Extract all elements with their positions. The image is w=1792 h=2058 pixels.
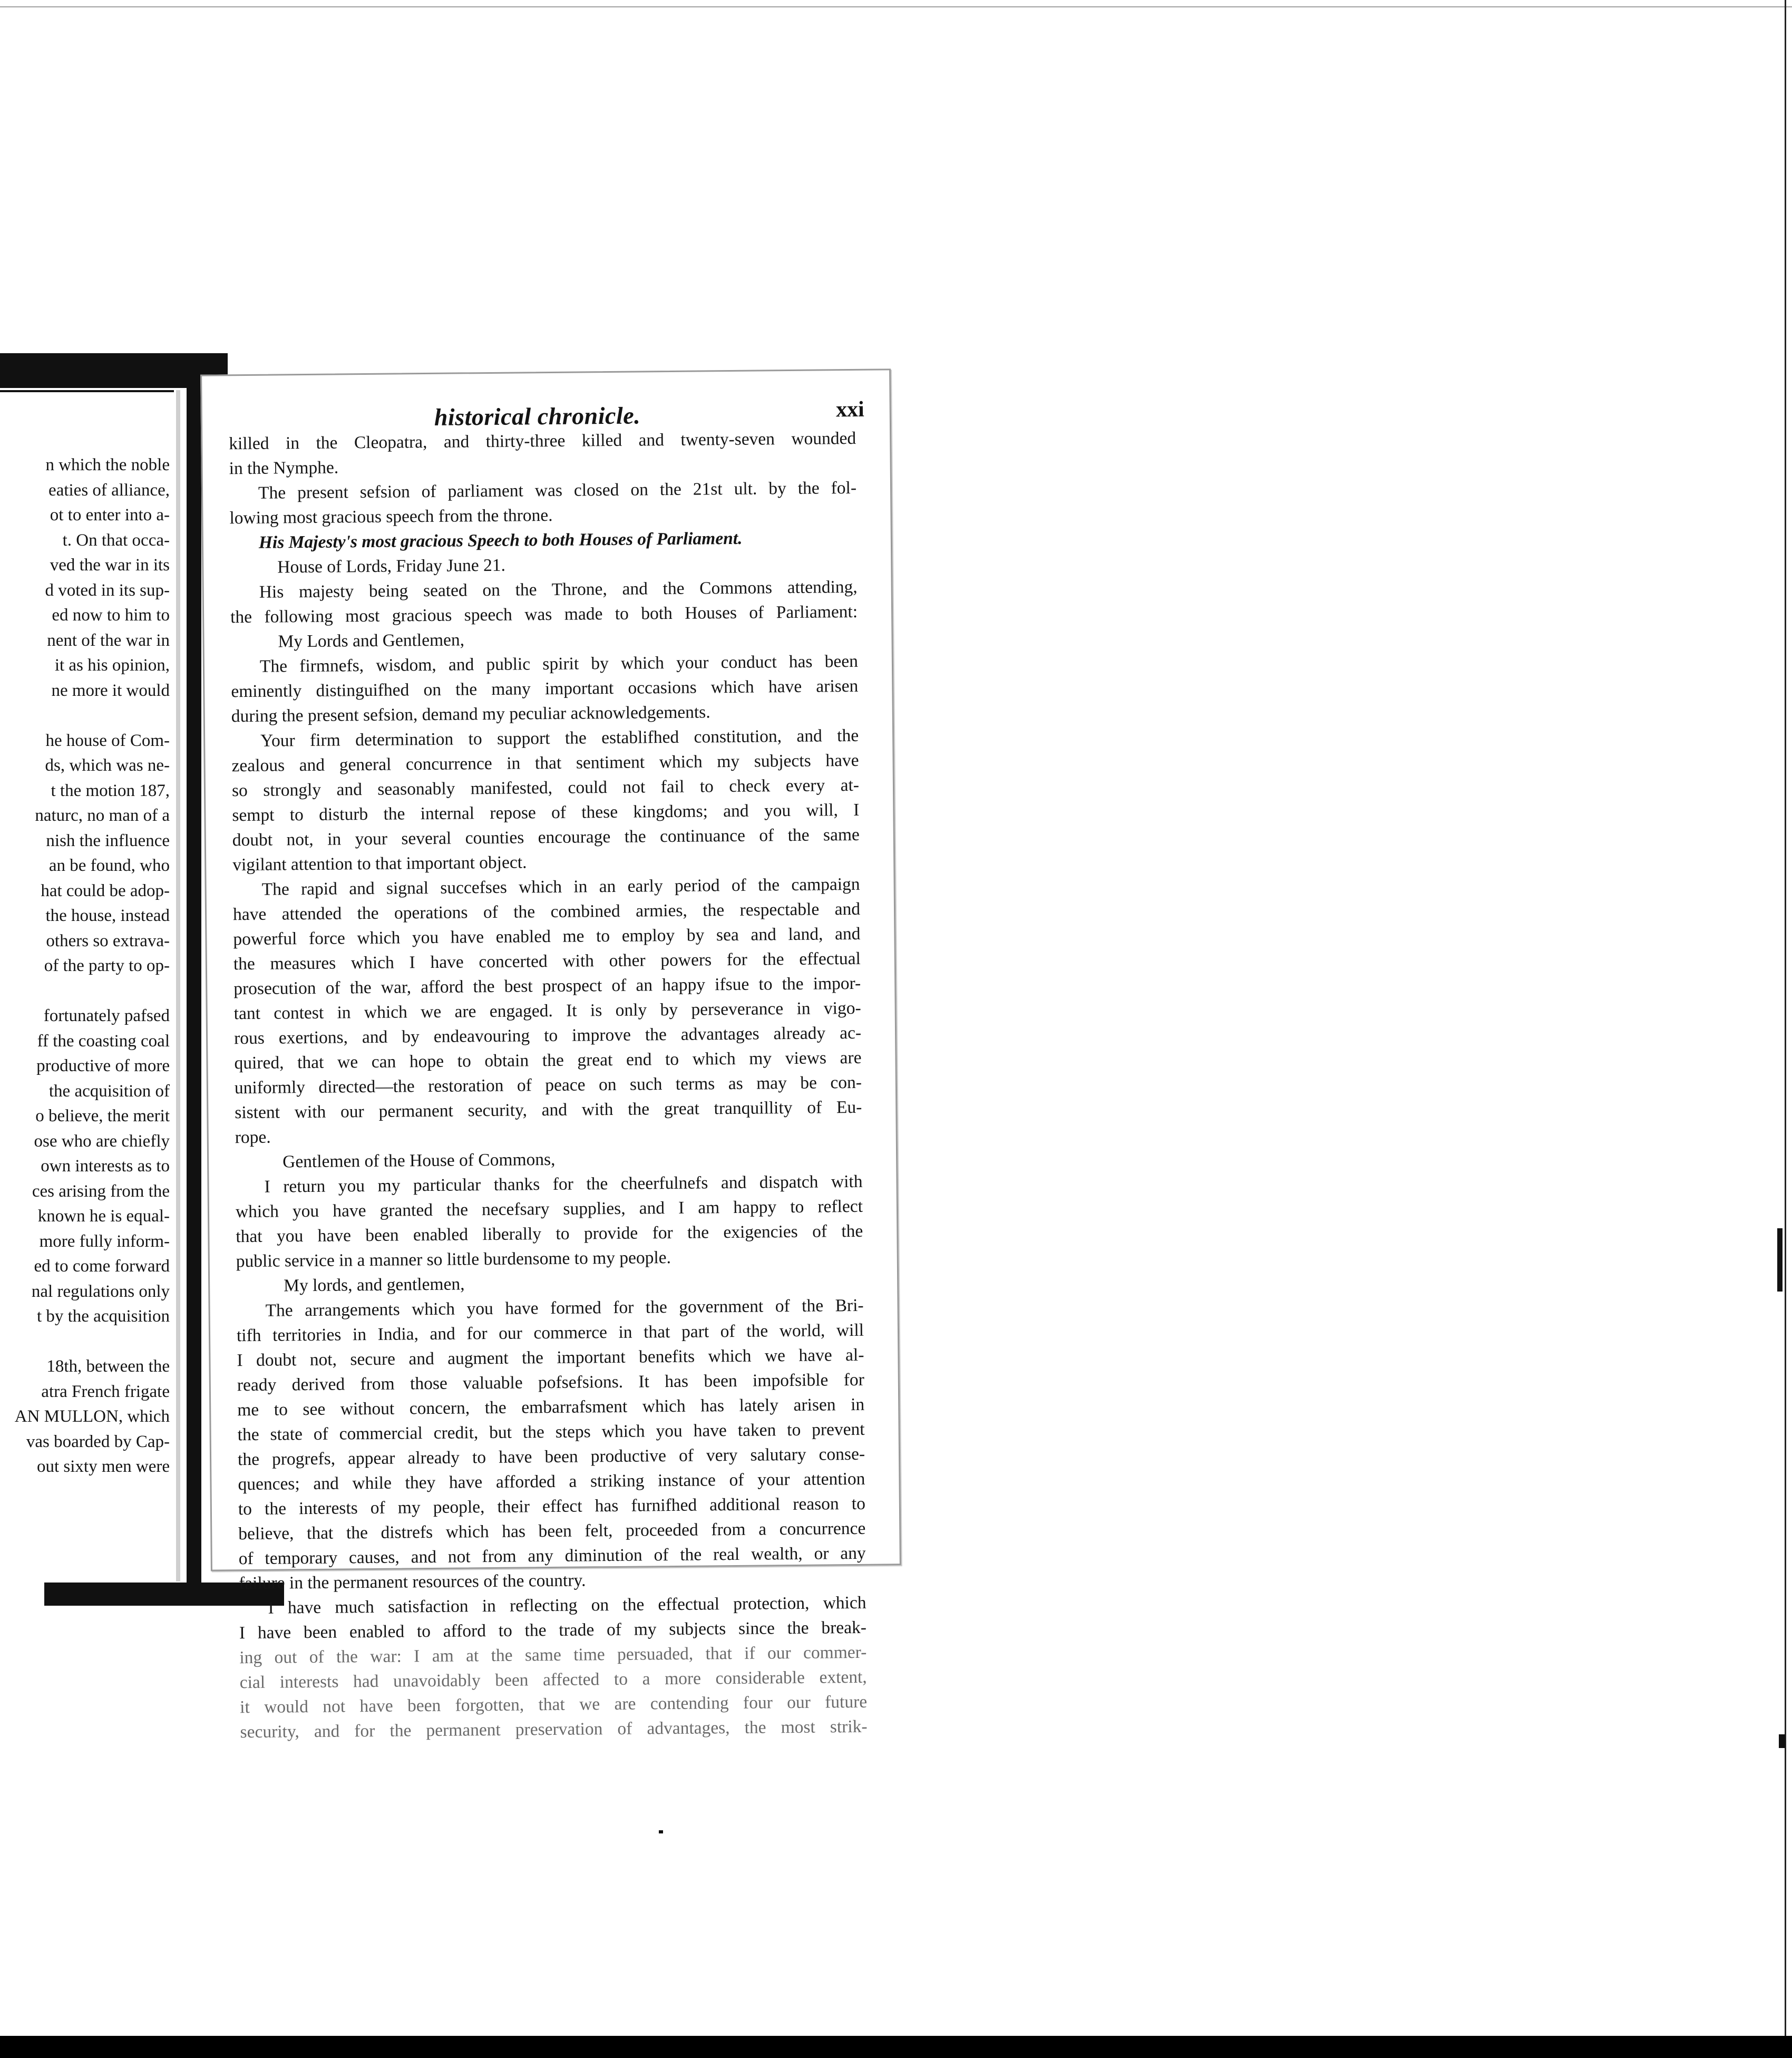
text-line: believe, that the distrefs which has been felt, proceeded from a concurrence	[238, 1518, 866, 1544]
text-line: t the motion 187,	[51, 781, 170, 800]
text-line: I have much satisfaction in reflecting on the effectual protection, which	[268, 1593, 866, 1618]
text-line: rope.	[235, 1127, 271, 1148]
text-line: productive of more	[36, 1056, 170, 1075]
text-line: Your firm determination to support the establifhed constitution, and the	[260, 725, 859, 751]
text-line: out sixty men were	[36, 1457, 170, 1476]
text-line: ff the coasting coal	[37, 1031, 170, 1051]
book-binding	[187, 387, 201, 1584]
text-line: ds, which was ne-	[45, 756, 170, 775]
text-line: ces arising from the	[32, 1181, 170, 1201]
text-line: 18th, between the	[46, 1357, 170, 1376]
scan-bottom-border	[0, 2036, 1792, 2058]
text-line: tifh territories in India, and for our commerce in that part of the world, will	[236, 1320, 864, 1346]
left-page-dark-border	[0, 353, 228, 388]
page-body	[229, 426, 868, 1744]
text-line: others so extrava-	[46, 931, 170, 950]
text-line: sistent with our permanent security, and with the great tranquillity of Eu-	[235, 1097, 862, 1123]
text-line: atra French frigate	[41, 1382, 170, 1401]
text-line: known he is equal-	[37, 1207, 170, 1226]
text-line: tant contest in which we are engaged. It is only by perseverance in vigo-	[233, 998, 861, 1024]
page-number: xxi	[835, 397, 864, 422]
main-page	[200, 368, 901, 1742]
running-head: historical chronicle.	[434, 402, 641, 431]
text-line: o believe, the merit	[35, 1106, 170, 1125]
text-line: killed in the Cleopatra, and thirty-three killed and twenty-seven wounded	[229, 428, 856, 454]
text-line: of temporary causes, and not from any diminution of the real wealth, or any	[238, 1543, 866, 1569]
text-line: His majesty being seated on the Throne, and the Commons attending,	[259, 577, 858, 602]
text-line: House of Lords, Friday June 21.	[277, 555, 506, 577]
text-line: so strongly and seasonably manifested, could not fail to check every at-	[231, 775, 860, 801]
text-line: prosecution of the war, afford the best prospect of an happy ifsue to the impor-	[233, 973, 861, 999]
text-line: naturc, no man of a	[35, 806, 170, 825]
scan-mark	[1777, 1228, 1783, 1292]
text-line: security, and for the permanent preservation of advantages, the most strik-	[240, 1716, 868, 1742]
text-line: eminently distinguifhed on the many important occasions which have arisen	[231, 676, 859, 702]
text-line: to the interests of my people, their effect has furnifhed additional reason to	[238, 1493, 866, 1519]
text-line: own interests as to	[41, 1157, 170, 1176]
text-line: nal regulations only	[31, 1282, 170, 1301]
text-line: me to see without concern, the embarrafsment which has lately arisen in	[237, 1394, 865, 1420]
text-line: vigilant attention to that important object.	[232, 852, 527, 875]
text-line: ed now to him to	[52, 606, 170, 625]
paragraph-gap	[0, 703, 170, 729]
scan-right-edge	[1785, 0, 1786, 2036]
scan-mark	[1779, 1734, 1785, 1748]
text-line: rous exertions, and by endeavouring to improve the advantages already ac-	[233, 1023, 862, 1049]
text-line: the state of commercial credit, but the steps which you have taken to prevent	[237, 1419, 865, 1445]
left-page-fragment	[0, 390, 174, 1605]
salutation: My lords, and gentlemen,	[284, 1274, 465, 1296]
text-line: it as his opinion,	[54, 656, 170, 675]
paragraph-gap	[0, 1329, 170, 1355]
text-line: ose who are chiefly	[34, 1131, 170, 1151]
text-line: n which the noble	[45, 455, 170, 474]
text-line: d voted in its sup-	[45, 580, 170, 600]
text-line: ing out of the war: I am at the same time persuaded, that if our commer-	[239, 1642, 867, 1668]
scan-top-edge	[0, 6, 1792, 7]
text-line: cial interests had unavoidably been affected to a more considerable extent,	[239, 1667, 867, 1693]
text-line: quired, that we can hope to obtain the great end to which my views are	[234, 1047, 862, 1073]
text-line: nish the influence	[46, 831, 170, 850]
text-line: I have been enabled to afford to the trade of my subjects since the break-	[239, 1617, 867, 1643]
text-line: he house of Com-	[45, 731, 170, 750]
text-line: ne more it would	[51, 681, 170, 700]
section-heading: His Majesty's most gracious Speech to both Houses of Parliament.	[258, 528, 743, 552]
text-line: in the Nymphe.	[229, 458, 339, 479]
text-line: The arrangements which you have formed for the government of the Bri-	[265, 1295, 864, 1321]
text-line: The present sefsion of parliament was closed on the 21st ult. by the fol-	[258, 478, 857, 503]
text-line: I doubt not, secure and augment the important benefits which we have al-	[237, 1345, 864, 1371]
text-line: more fully inform-	[39, 1231, 170, 1251]
text-line: the measures which I have concerted with other powers for the effectual	[233, 948, 861, 974]
text-line: sempt to disturb the internal repose of these kingdoms; and you will, I	[232, 800, 860, 826]
text-line: The rapid and signal succefses which in an early period of the campaign	[261, 874, 860, 899]
text-line: hat could be adop-	[41, 881, 170, 900]
text-line: ed to come forward	[34, 1257, 170, 1276]
text-line: it would not have been forgotten, that we are contending four our future	[240, 1692, 868, 1717]
text-line: ready derived from those valuable pofsefsions. It has been impofsible for	[237, 1370, 864, 1395]
text-line: ved the war in its	[50, 556, 170, 575]
text-line: which you have granted the necefsary supplies, and I am happy to reflect	[235, 1196, 863, 1222]
left-page-text	[0, 453, 170, 1480]
salutation: Gentlemen of the House of Commons,	[282, 1149, 556, 1172]
text-line: vas boarded by Cap-	[26, 1432, 170, 1451]
text-line: the progrefs, appear already to have been productive of very salutary conse-	[237, 1444, 865, 1470]
text-line: The firmnefs, wisdom, and public spirit by which your conduct has been	[259, 651, 859, 676]
text-line: lowing most gracious speech from the throne.	[229, 505, 553, 528]
text-line: t by the acquisition	[36, 1307, 170, 1326]
text-line: AN MULLON, which	[14, 1407, 170, 1426]
text-line: have attended the operations of the combined armies, the respectable and	[232, 899, 861, 925]
text-line: ot to enter into a-	[50, 506, 170, 525]
text-line: uniformly directed—the restoration of peace on such terms as may be con-	[234, 1072, 862, 1098]
text-line: the acquisition of	[48, 1081, 170, 1101]
text-line: nent of the war in	[47, 630, 170, 650]
text-line: eaties of alliance,	[48, 480, 170, 500]
text-line: fortunately pafsed	[43, 1006, 170, 1025]
text-line: that you have been enabled liberally to provide for the exigencies of the	[236, 1221, 863, 1247]
text-line: powerful force which you have enabled me to employ by sea and land, and	[233, 924, 861, 949]
text-line: during the present sefsion, demand my peculiar acknowledgements.	[231, 702, 710, 726]
text-line: public service in a manner so little burdensome to my people.	[236, 1248, 671, 1271]
text-line: zealous and general concurrence in that sentiment which my subjects have	[231, 750, 859, 776]
text-line: failure in the permanent resources of the country.	[238, 1570, 586, 1594]
text-line: doubt not, in your several counties encourage the continuance of the same	[232, 824, 860, 850]
scan-mark	[659, 1830, 663, 1833]
page-edge	[176, 390, 180, 1581]
text-line: the following most gracious speech was made to both Houses of Parliament:	[230, 601, 858, 627]
text-line: quences; and while they have afforded a striking instance of your attention	[238, 1469, 865, 1494]
text-line: an be found, who	[48, 856, 170, 875]
text-line: t. On that occa-	[62, 530, 170, 550]
text-line: I return you my particular thanks for the cheerfulnefs and dispatch with	[264, 1171, 863, 1197]
paragraph-gap	[0, 979, 170, 1004]
text-line: the house, instead	[45, 906, 170, 925]
text-line: of the party to op-	[44, 956, 170, 975]
salutation: My Lords and Gentlemen,	[278, 630, 465, 652]
